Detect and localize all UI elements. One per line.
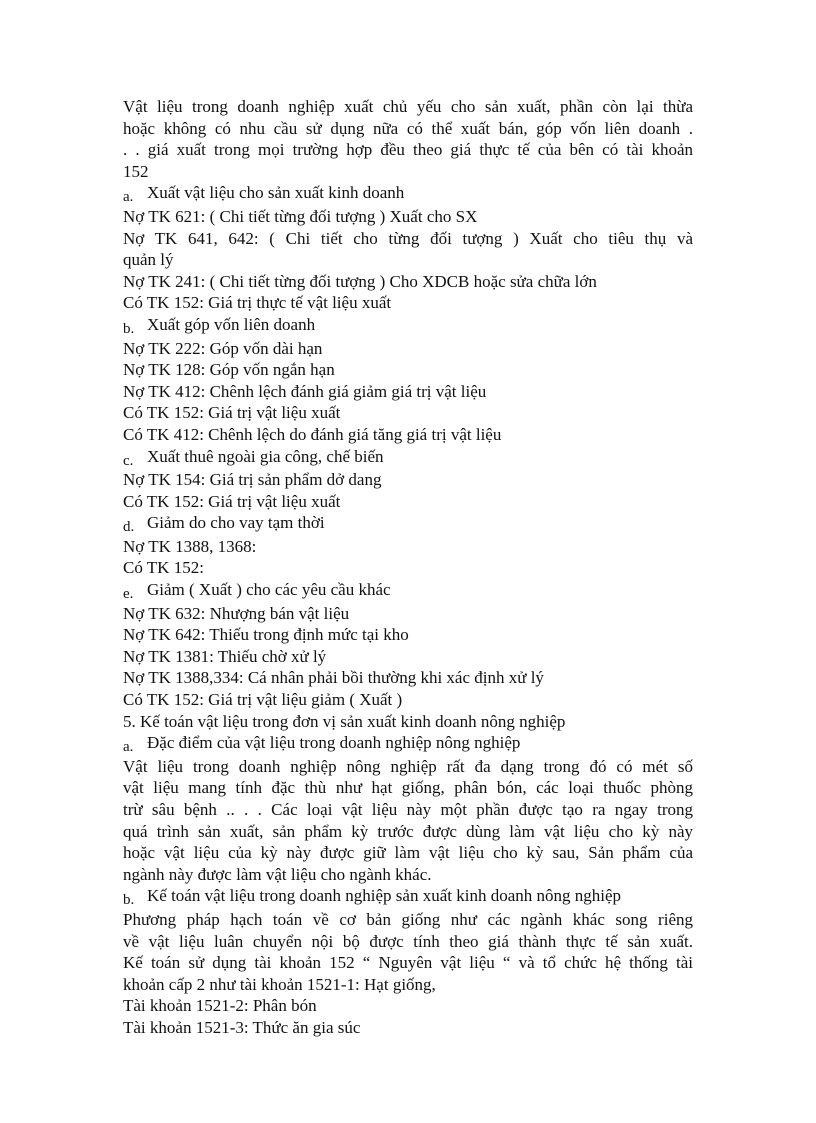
text-line: Tài khoản 1521-2: Phân bón	[123, 996, 317, 1016]
text-line: Phương pháp hạch toán về cơ bản giống như các ngành khác song riêng	[123, 909, 693, 929]
text-line: Nợ TK 412: Chênh lệch đánh giá giảm giá trị vật liệu	[123, 381, 487, 401]
text-line: Có TK 412: Chênh lệch do đánh giá tăng giá trị vật liệu	[123, 424, 502, 444]
list-item-text: Xuất thuê ngoài gia công, chế biến	[147, 446, 384, 466]
text-line: Nợ TK 641, 642: ( Chi tiết cho từng đối tượng ) Xuất cho tiêu thụ và	[123, 228, 693, 248]
text-line: ngành này được làm vật liệu cho ngành khác.	[123, 864, 432, 884]
text-line: Có TK 152: Giá trị thực tế vật liệu xuất	[123, 293, 392, 313]
list-item-text: Giảm ( Xuất ) cho các yêu cầu khác	[147, 580, 391, 600]
list-item	[123, 182, 693, 206]
list-marker: a.	[123, 189, 134, 206]
list-item-text: Giảm do cho vay tạm thời	[147, 513, 325, 533]
list-marker: b.	[123, 892, 135, 909]
list-item	[123, 732, 693, 756]
text-line: hoặc không có nhu cầu sử dụng nữa có thể xuất bán, góp vốn liên doanh .	[123, 118, 693, 138]
list-marker: e.	[123, 586, 134, 603]
text-line: Nợ TK 1381: Thiếu chờ xử lý	[123, 646, 327, 666]
list-item	[123, 579, 693, 603]
text-line: Nợ TK 1388, 1368:	[123, 536, 257, 556]
text-line: trừ sâu bệnh .. . . Các loại vật liệu này một phần được tạo ra ngay trong	[123, 800, 693, 819]
text-line: Nợ TK 154: Giá trị sản phẩm dở dang	[123, 470, 382, 490]
text-line: Tài khoản 1521-3: Thức ăn gia súc	[123, 1017, 361, 1037]
text-line: 152	[123, 161, 149, 181]
text-line: Nợ TK 632: Nhượng bán vật liệu	[123, 603, 350, 623]
text-line: Có TK 152:	[123, 558, 204, 578]
list-item	[123, 314, 693, 338]
list-item	[123, 446, 693, 470]
text-line: khoản cấp 2 như tài khoản 1521-1: Hạt giống,	[123, 974, 436, 994]
list-item-text: Xuất góp vốn liên doanh	[147, 314, 316, 334]
text-line: Vật liệu trong doanh nghiệp xuất chủ yếu cho sản xuất, phần còn lại thừa	[123, 97, 693, 116]
text-line: Nợ TK 222: Góp vốn dài hạn	[123, 338, 323, 358]
list-marker: d.	[123, 519, 135, 536]
list-item	[123, 885, 693, 909]
list-marker: a.	[123, 739, 134, 756]
text-line: Có TK 152: Giá trị vật liệu xuất	[123, 403, 341, 423]
text-line: hoặc vật liệu của kỳ này được giữ làm vật liệu cho kỳ sau, Sản phẩm của	[123, 843, 693, 863]
document-body	[123, 96, 693, 1039]
text-line: Nợ TK 1388,334: Cá nhân phải bồi thường khi xác định xử lý	[123, 668, 544, 688]
text-line: Có TK 152: Giá trị vật liệu xuất	[123, 491, 341, 511]
text-line: vật liệu mang tính đặc thù như hạt giống, phân bón, các loại thuốc phòng	[123, 778, 693, 798]
list-marker: b.	[123, 320, 135, 337]
text-line: Nợ TK 642: Thiếu trong định mức tại kho	[123, 625, 409, 645]
list-item-text: Đặc điểm của vật liệu trong doanh nghiệp nông nghiệp	[147, 733, 521, 753]
text-line: Nợ TK 621: ( Chi tiết từng đối tượng ) Xuất cho SX	[123, 206, 478, 226]
text-line: quá trình sản xuất, sản phẩm kỳ trước được dùng làm vật liệu cho kỳ này	[123, 821, 693, 841]
list-item-text: Kế toán vật liệu trong doanh nghiệp sản xuất kinh doanh nông nghiệp	[147, 886, 622, 906]
list-item	[123, 512, 693, 536]
text-line: . . giá xuất trong mọi trường hợp đều theo giá thực tế của bên có tài khoản	[123, 140, 693, 160]
text-line: Nợ TK 128: Góp vốn ngắn hạn	[123, 360, 335, 380]
text-line: quản lý	[123, 250, 174, 270]
list-item-text: Xuất vật liệu cho sản xuất kinh doanh	[147, 183, 405, 203]
text-line: Có TK 152: Giá trị vật liệu giảm ( Xuất )	[123, 690, 403, 710]
text-line: Kế toán sử dụng tài khoản 152 “ Nguyên vật liệu “ và tổ chức hệ thống tài	[123, 953, 693, 973]
list-marker: c.	[123, 452, 134, 469]
text-line: về vật liệu luân chuyển nội bộ được tính theo giá thành thực tế sản xuất.	[123, 931, 693, 951]
text-line: Vật liệu trong doanh nghiệp nông nghiệp rất đa dạng trong đó có mét số	[123, 756, 693, 776]
text-line: 5. Kế toán vật liệu trong đơn vị sản xuất kinh doanh nông nghiệp	[123, 711, 566, 731]
text-line: Nợ TK 241: ( Chi tiết từng đối tượng ) Cho XDCB hoặc sửa chữa lớn	[123, 271, 597, 291]
